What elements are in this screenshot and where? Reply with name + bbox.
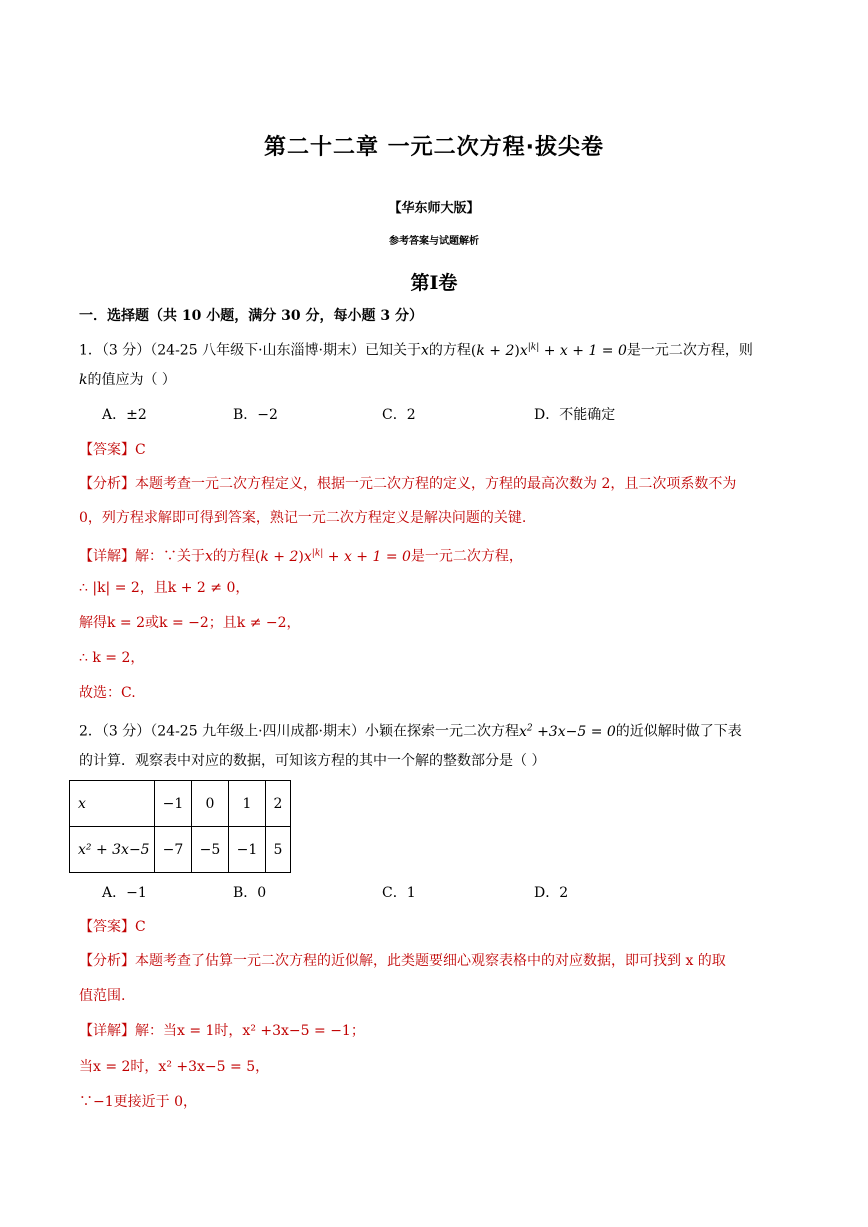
- q1-stem-prefix: 1．（3 分）（24-25 八年级下·山东淄博·期末）已知关于: [79, 342, 421, 359]
- table-row: [70, 781, 291, 827]
- volume-heading: 第Ⅰ卷: [410, 272, 458, 294]
- q2-stem-line2: 的计算．观察表中对应的数据，可知该方程的其中一个解的整数部分是（ ）: [79, 753, 546, 769]
- table-cell-label: x: [70, 781, 155, 827]
- q1-stem-mid: 的方程: [428, 342, 471, 359]
- q2-stem-line1: [79, 718, 794, 742]
- q2-analysis-line1: [79, 951, 794, 971]
- q2-stem-suffix: 的近似解时做了下表: [615, 723, 742, 740]
- table-cell: −7: [155, 827, 192, 873]
- q1-detail-line2: ∴ |k| = 2，且k + 2 ≠ 0，: [79, 580, 250, 596]
- q1-detail-var-x: x: [205, 548, 213, 565]
- table-cell: 2: [266, 781, 291, 827]
- table-cell: −1: [155, 781, 192, 827]
- table-cell: 0: [192, 781, 229, 827]
- table-cell: −1: [229, 827, 266, 873]
- q2-detail-line2: 当x = 2时，x² +3x−5 = 5，: [79, 1059, 270, 1075]
- q1-detail-line3: 解得k = 2或k = −2；且k ≠ −2，: [79, 615, 301, 631]
- q1-option-d: D．不能确定: [534, 407, 616, 423]
- q1-option-b: B．−2: [233, 407, 278, 423]
- q1-analysis-line2: 0，列方程求解即可得到答案，熟记一元二次方程定义是解决问题的关键.: [79, 510, 527, 526]
- edition-label: 【华东师大版】: [388, 201, 480, 216]
- q1-var-k: k: [79, 372, 88, 388]
- q1-detail-line1: [79, 543, 794, 567]
- q2-value-table: [69, 780, 291, 873]
- q1-stem-line2-text: 的值应为（ ）: [87, 372, 176, 388]
- q1-stem-suffix: 是一元二次方程，则: [626, 342, 753, 359]
- q1-option-a: A．±2: [102, 407, 147, 423]
- q2-analysis-tag: 【分析】: [79, 953, 135, 969]
- q1-detail-suffix: 是一元二次方程，: [410, 548, 523, 565]
- q1-detail-equation: $(k + 2)x^{|k|} + x + 1 = 0$: [254, 548, 411, 565]
- q1-equation: $(k + 2)x^{|k|} + x + 1 = 0$: [470, 342, 627, 359]
- q1-analysis-text1: 本题考查一元二次方程定义，根据一元二次方程的定义，方程的最高次数为 2，且二次项系数不为: [135, 476, 737, 492]
- q1-stem-line2: [79, 370, 794, 390]
- q1-detail-tag: 【详解】: [79, 548, 135, 565]
- q2-option-a: A．−1: [102, 885, 147, 901]
- table-cell: 1: [229, 781, 266, 827]
- q2-detail-line3: ∵−1更接近于 0，: [79, 1094, 197, 1110]
- page-title: 第二十二章 一元二次方程·拔尖卷: [263, 135, 605, 160]
- q2-detail-tag: 【详解】: [79, 1023, 135, 1039]
- q1-detail-line5: 故选：C.: [79, 685, 136, 701]
- q2-option-c: C．1: [382, 885, 416, 901]
- q1-detail-prefix: 解：∵关于: [135, 548, 205, 565]
- q1-analysis-line1: [79, 474, 794, 494]
- subtitle-label: 参考答案与试题解析: [389, 236, 479, 247]
- q2-option-b: B．0: [233, 885, 267, 901]
- table-cell-label: x² + 3x−5: [70, 827, 155, 873]
- q2-answer: [79, 917, 794, 937]
- q2-stem-prefix: 2．（3 分）（24-25 九年级上·四川成都·期末）小颖在探索一元二次方程: [79, 723, 519, 740]
- q1-option-c: C．2: [382, 407, 416, 423]
- q2-option-d: D．2: [534, 885, 569, 901]
- q2-detail-text1: 解：当x = 1时，x² +3x−5 = −1；: [135, 1023, 365, 1039]
- q2-analysis-line2: 值范围.: [79, 988, 126, 1004]
- q2-equation: $x^2 +3x-5 = 0$: [518, 723, 616, 740]
- section-heading: 一．选择题（共 10 小题，满分 30 分，每小题 3 分）: [79, 308, 423, 324]
- q1-answer-tag: 【答案】: [79, 442, 135, 458]
- q1-analysis-tag: 【分析】: [79, 476, 135, 492]
- q1-detail-line4: ∴ k = 2，: [79, 650, 145, 666]
- q2-detail-line1: [79, 1021, 794, 1041]
- table-row: [70, 827, 291, 873]
- q1-detail-mid: 的方程: [212, 548, 255, 565]
- q2-analysis-text1: 本题考查了估算一元二次方程的近似解，此类题要细心观察表格中的对应数据，即可找到 x 的取: [135, 953, 726, 969]
- q1-stem-line1: [79, 337, 794, 361]
- q2-answer-value: C: [135, 919, 146, 935]
- q2-answer-tag: 【答案】: [79, 919, 135, 935]
- q1-answer-value: C: [135, 442, 146, 458]
- q1-var-x: x: [420, 342, 429, 359]
- table-cell: −5: [192, 827, 229, 873]
- q1-answer: [79, 440, 794, 460]
- table-cell: 5: [266, 827, 291, 873]
